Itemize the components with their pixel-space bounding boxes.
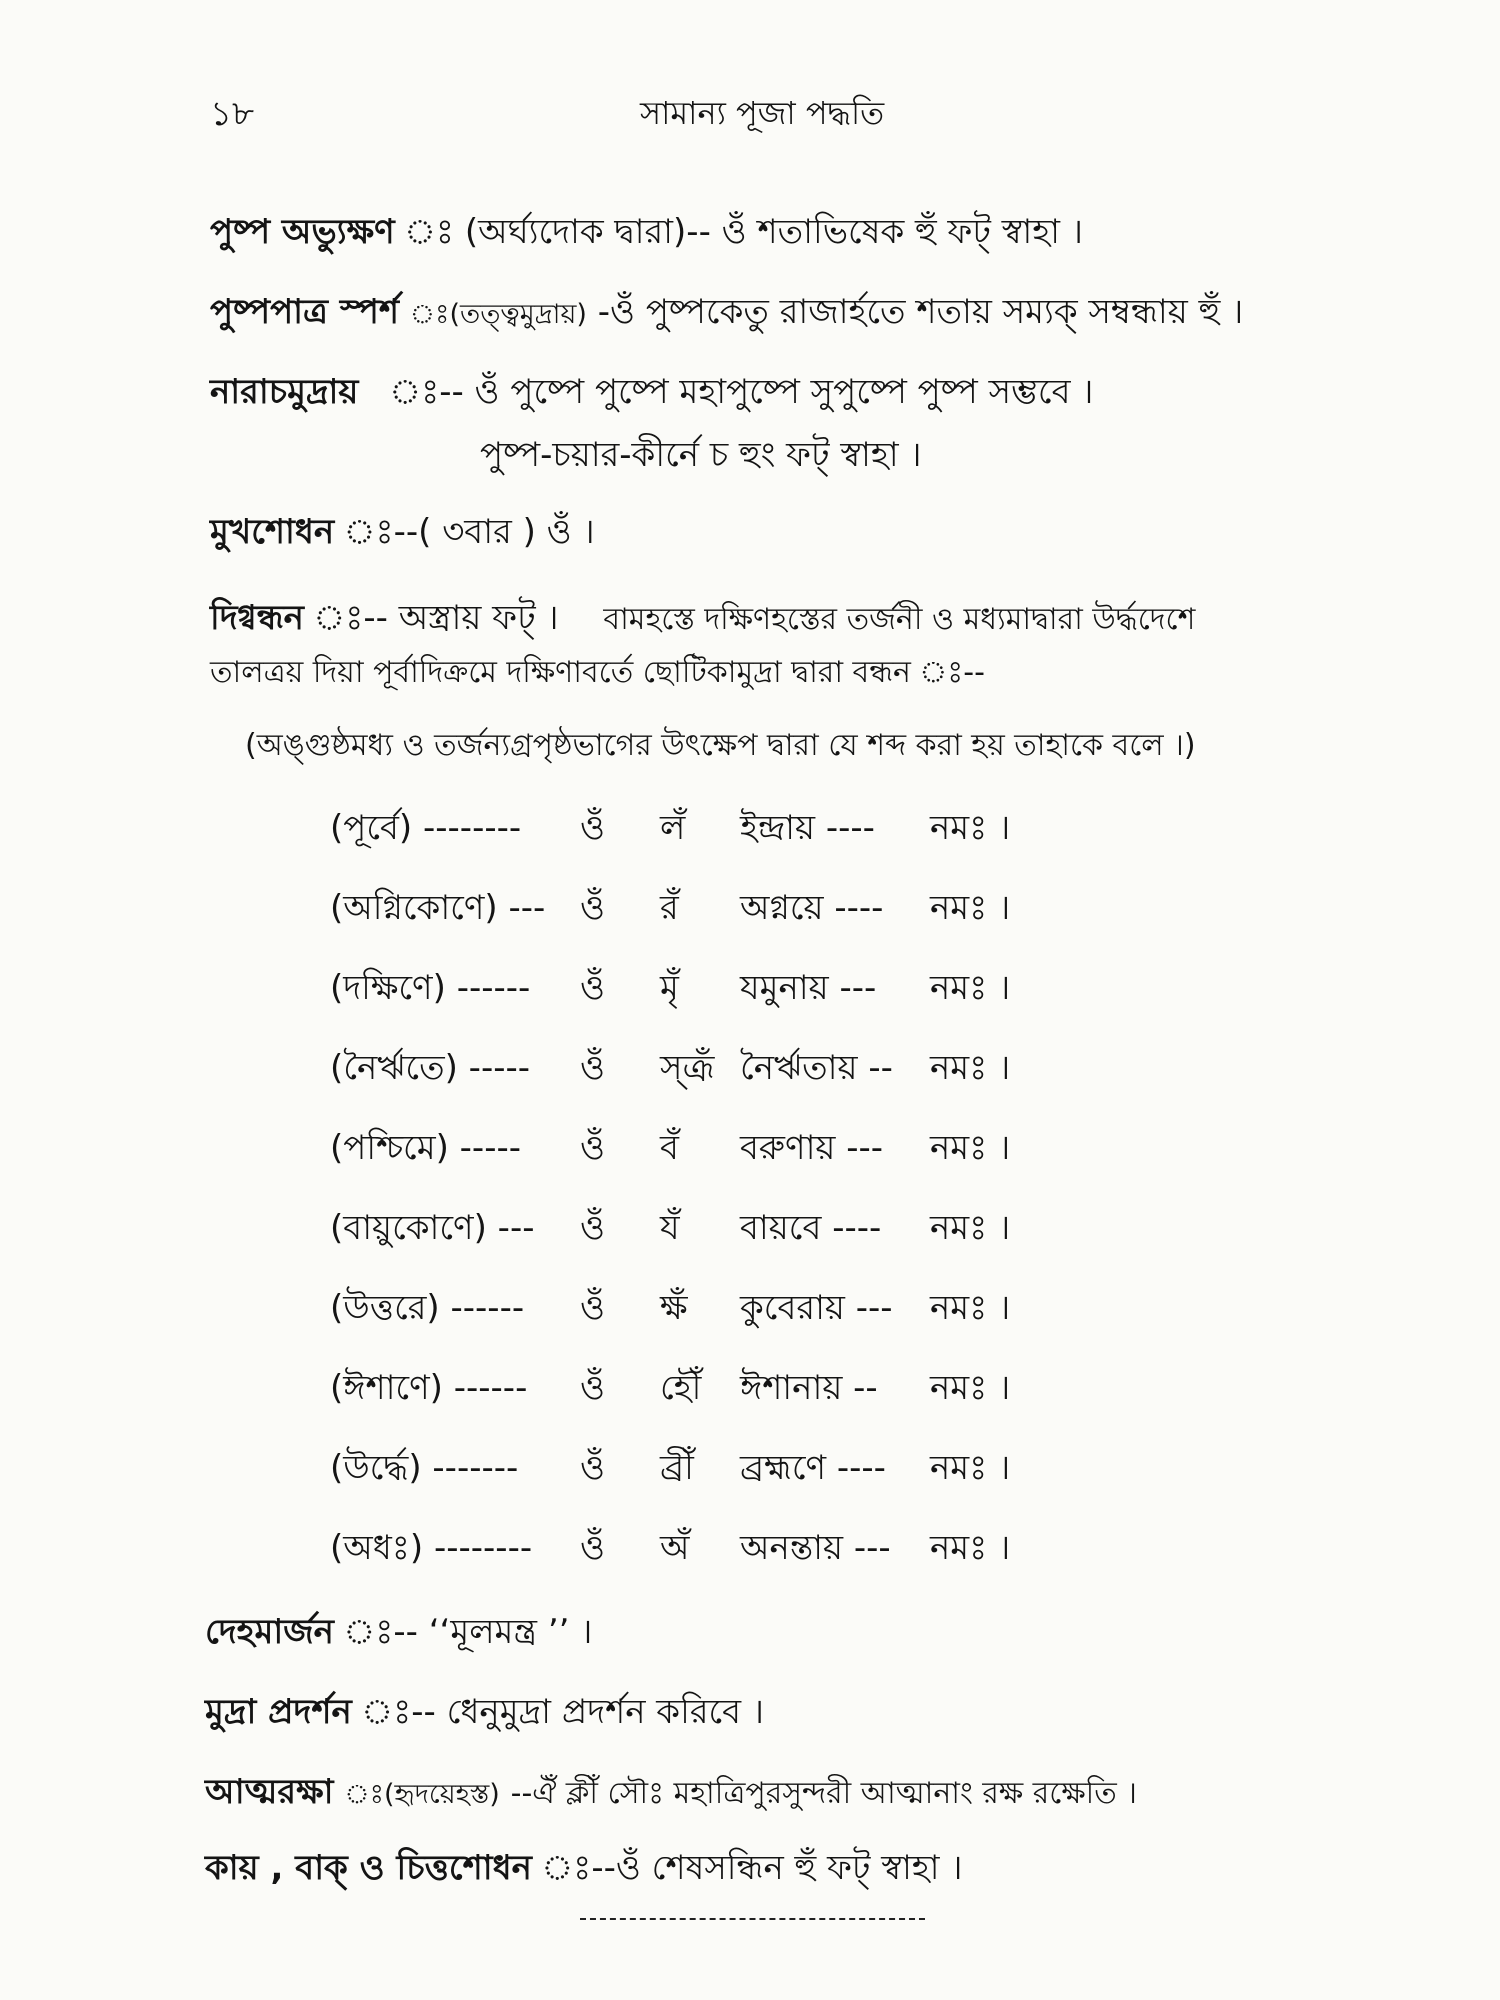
direction-label: (পশ্চিমে) ----- [330, 1128, 521, 1168]
page-header [0, 88, 1500, 148]
pushpa-abhyukshan-text: ঃ (অর্ঘ্যদোক দ্বারা)-- ওঁ শতাভিষেক হুঁ ফট্ স্বাহা । [454, 212, 1083, 252]
namah-word: নমঃ । [930, 888, 1011, 928]
mukhashodhan-line [210, 512, 595, 553]
direction-label: (অগ্নিকোণে) --- [330, 888, 546, 928]
mudra-pradarshan-line [205, 1692, 764, 1733]
namah-word: নমঃ । [930, 808, 1011, 848]
deity-name: ঈশানায় -- [740, 1368, 878, 1408]
bija-mantra: হৌঁ [660, 1368, 702, 1408]
naracha-mudraya-heading: নারাচমুদ্রায় [210, 372, 359, 412]
deity-name: ইন্দ্রায় ---- [740, 808, 875, 848]
digbandhan-instruction-line-3 [245, 728, 1196, 764]
chittashodhan-text: ঃ--ওঁ শেষসন্ধিন হুঁ ফট্ স্বাহা । [591, 1848, 963, 1888]
direction-label: (ঈশাণে) ------ [330, 1368, 528, 1408]
digbandhan-instruction-line-2 [210, 655, 985, 691]
deity-name: অনন্তায় --- [740, 1528, 891, 1568]
digbandhan-text: ঃ-- অস্ত্রায় ফট্ । [363, 598, 559, 638]
om-syllable: ওঁ [580, 1288, 606, 1328]
om-syllable: ওঁ [580, 1368, 606, 1408]
om-syllable: ওঁ [580, 1128, 606, 1168]
om-syllable: ওঁ [580, 968, 606, 1008]
namah-word: নমঃ । [930, 1448, 1011, 1488]
bija-mantra: বঁ [660, 1128, 679, 1168]
om-syllable: ওঁ [580, 888, 606, 928]
deity-name: ব্রহ্মণে ---- [740, 1448, 886, 1488]
pushpapatra-sparsha-line [210, 292, 1243, 333]
direction-label: (অধঃ) -------- [330, 1528, 533, 1568]
digbandhan-heading: দিগ্বন্ধন [210, 598, 304, 638]
digbandhan-instruction-1: বামহস্তে দক্ষিণহস্তের তর্জনী ও মধ্যমাদ্বারা উর্দ্ধদেশে [603, 602, 1196, 637]
bija-mantra: ক্ষঁ [660, 1288, 688, 1328]
deity-name: অগ্নয়ে ---- [740, 888, 884, 928]
deity-name: যমুনায় --- [740, 968, 877, 1008]
deity-name: কুবেরায় --- [740, 1288, 893, 1328]
namah-word: নমঃ । [930, 1368, 1011, 1408]
mudra-pradarshan-heading: মুদ্রা প্রদর্শন [205, 1692, 352, 1732]
deity-name: নৈর্ঋতায় -- [740, 1048, 893, 1088]
pushpa-abhyukshan-line [210, 212, 1083, 253]
naracha-mudraya-line [210, 372, 1093, 413]
digbandhan-line [210, 598, 1195, 639]
namah-word: নমঃ । [930, 1048, 1011, 1088]
dehamarjan-heading: দেহমার্জন [205, 1612, 334, 1652]
direction-label: (উর্দ্ধে) ------- [330, 1448, 519, 1488]
mukhashodhan-text: ঃ--( ৩বার ) ওঁ । [393, 512, 595, 552]
atmaraksha-heading: আত্মরক্ষা [205, 1772, 334, 1812]
om-syllable: ওঁ [580, 1528, 606, 1568]
om-syllable: ওঁ [580, 1208, 606, 1248]
dehamarjan-line [205, 1612, 592, 1653]
direction-label: (পূর্বে) -------- [330, 808, 522, 848]
om-syllable: ওঁ [580, 808, 606, 848]
digbandhan-instruction-3: (অঙ্গুষ্ঠমধ্য ও তর্জন্যগ্রপৃষ্ঠভাগের উৎক্ষেপ দ্বারা যে শব্দ করা হয় তাহাকে বলে ।) [245, 728, 1196, 763]
deity-name: বায়বে ---- [740, 1208, 882, 1248]
bija-mantra: মৃঁ [660, 968, 679, 1008]
bija-mantra: ব্রীঁ [660, 1448, 694, 1488]
atmaraksha-note: ঃ(হৃদয়েহস্ত) [344, 1779, 500, 1810]
namah-word: নমঃ । [930, 1128, 1011, 1168]
bija-mantra: যঁ [660, 1208, 680, 1248]
bija-mantra: স্ত্রূঁ [660, 1048, 715, 1088]
pushpa-abhyukshan-heading: পুষ্প অভ্যুক্ষণ [210, 212, 395, 252]
namah-word: নমঃ । [930, 968, 1011, 1008]
direction-label: (নৈর্ঋতে) ----- [330, 1048, 531, 1088]
naracha-mudraya-line-2 [480, 435, 922, 476]
om-syllable: ওঁ [580, 1448, 606, 1488]
mukhashodhan-heading: মুখশোধন [210, 512, 335, 552]
chittashodhan-line [205, 1848, 963, 1889]
running-title: সামান্য পূজা পদ্ধতি [640, 94, 885, 132]
pushpapatra-sparsha-heading: পুষ্পপাত্র স্পর্শ [210, 292, 399, 332]
naracha-mudraya-text-2: পুষ্প-চয়ার-কীর্নে চ হুং ফট্ স্বাহা । [480, 435, 922, 475]
end-divider [580, 1918, 925, 1920]
bija-mantra: অঁ [660, 1528, 690, 1568]
digbandhan-instruction-2: তালত্রয় দিয়া পূর্বাদিক্রমে দক্ষিণাবর্তে ছোটিকামুদ্রা দ্বারা বন্ধন ঃ-- [210, 655, 985, 690]
direction-label: (উত্তরে) ------ [330, 1288, 525, 1328]
direction-label: (বায়ুকোণে) --- [330, 1208, 535, 1248]
deity-name: বরুণায় --- [740, 1128, 884, 1168]
namah-word: নমঃ । [930, 1288, 1011, 1328]
pushpapatra-sparsha-text: -ওঁ পুষ্পকেতু রাজার্হতে শতায় সম্যক্ সম্বন্ধায় হুঁ । [597, 292, 1244, 332]
atmaraksha-text: --ঐঁ ক্লীঁ সৌঃ মহাত্রিপুরসুন্দরী আত্মানাং রক্ষ রক্ষেতি । [510, 1776, 1137, 1811]
mudra-pradarshan-text: ঃ-- ধেনুমুদ্রা প্রদর্শন করিবে । [411, 1692, 765, 1732]
page-number: ১৮ [210, 94, 255, 134]
dehamarjan-text: ঃ-- ‘‘মূলমন্ত্র ’’ । [393, 1612, 593, 1652]
pushpapatra-sparsha-note: ঃ(তত্ত্বমুদ্রায়) [409, 299, 587, 330]
namah-word: নমঃ । [930, 1528, 1011, 1568]
bija-mantra: লঁ [660, 808, 686, 848]
direction-label: (দক্ষিণে) ------ [330, 968, 531, 1008]
atmaraksha-line [205, 1772, 1137, 1813]
naracha-mudraya-text-1: ঃ-- ওঁ পুষ্পে পুষ্পে মহাপুষ্পে সুপুষ্পে পুষ্প সম্ভবে । [389, 372, 1094, 412]
chittashodhan-heading: কায় , বাক্ ও চিত্তশোধন [205, 1848, 532, 1888]
namah-word: নমঃ । [930, 1208, 1011, 1248]
bija-mantra: রঁ [660, 888, 679, 928]
om-syllable: ওঁ [580, 1048, 606, 1088]
